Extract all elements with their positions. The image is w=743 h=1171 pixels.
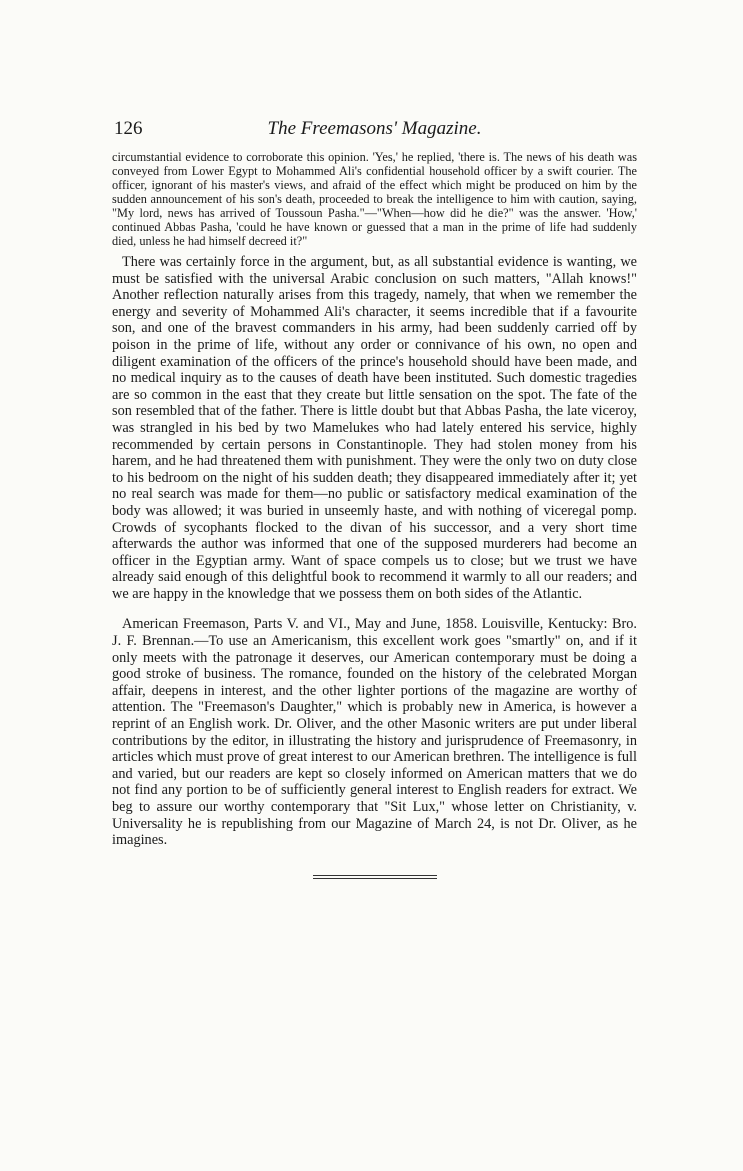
page-number: 126 (114, 118, 143, 139)
page (112, 118, 637, 879)
body-paragraph: There was certainly force in the argument, but, as all substantial evidence is wanting, we must be satisfied with the universal Arabic conclusion on such matters, "Allah knows!" Another reflection naturally arises from this tragedy, namely, that when we remember the energy and severity of Mohammed Ali's character, it seems incredible that if a favourite son, and one of the bravest commanders in his army, had been suddenly carried off by poison in the prime of life, without any order or connivance of his own, no open and diligent examination of the officers of the prince's household should have been made, and no medical inquiry as to the causes of death have been instituted. Such domestic tragedies are so common in the east that they create but little sensation on the spot. The fate of the son resembled that of the father. There is little doubt but that Abbas Pasha, the late viceroy, was strangled in his bed by two Mamelukes who had lately entered his service, highly recommended by certain persons in Constantinople. They had stolen money from his harem, and he had threatened them with punishment. They were the only two on duty close to his bedroom on the night of his sudden death; they disappeared immediately after it; yet no real search was made for them—no public or satisfactory medical examination of the body was allowed; it was buried in unseemly haste, and with nothing of viceregal pomp. Crowds of sycophants flocked to the divan of his successor, and a very short time afterwards the author was informed that one of the supposed murderers had become an officer in the Egyptian army. Want of space compels us to close; but we trust we have already said enough of this delightful book to recommend it warmly to all our readers; and we are happy in the knowledge that we possess them on both sides of the Atlantic. (112, 254, 637, 602)
running-title: The Freemasons' Magazine. (267, 118, 482, 139)
page-header (112, 118, 637, 144)
quoted-paragraph: circumstantial evidence to corroborate this opinion. 'Yes,' he replied, 'there is. The news of his death was conveyed from Lower Egypt to Mohammed Ali's confidential household officer by a swift courier. The officer, ignorant of his master's views, and afraid of the effect which might be produced on him by the sudden announcement of his son's death, proceeded to break the intelligence to him with caution, saying, "My lord, news has arrived of Toussoun Pasha."—"When—how did he die?" was the answer. 'How,' continued Abbas Pasha, 'could he have known or guessed that a man in the prime of life had suddenly died, unless he had himself decreed it?" (112, 150, 637, 248)
section-divider (313, 875, 437, 879)
review-paragraph: American Freemason, Parts V. and VI., May and June, 1858. Louisville, Kentucky: Bro. J. F. Brennan.—To use an Americanism, this excellent work goes "smartly" on, and if it only meets with the patronage it deserves, our American contemporary must be doing a good stroke of business. The romance, founded on the history of the celebrated Morgan affair, deepens in interest, and the other lighter portions of the magazine are worthy of attention. The "Freemason's Daughter," which is probably new in America, is however a reprint of an English work. Dr. Oliver, and the other Masonic writers are put under liberal contributions by the editor, in illustrating the history and jurisprudence of Freemasonry, in articles which must prove of great interest to our American brethren. The intelligence is full and varied, but our readers are kept so closely informed on American matters that we do not find any portion to be of sufficiently general interest to English readers for extract. We beg to assure our worthy contemporary that "Sit Lux," whose letter on Christianity, v. Universality he is republishing from our Magazine of March 24, is not Dr. Oliver, as he imagines. (112, 616, 637, 849)
